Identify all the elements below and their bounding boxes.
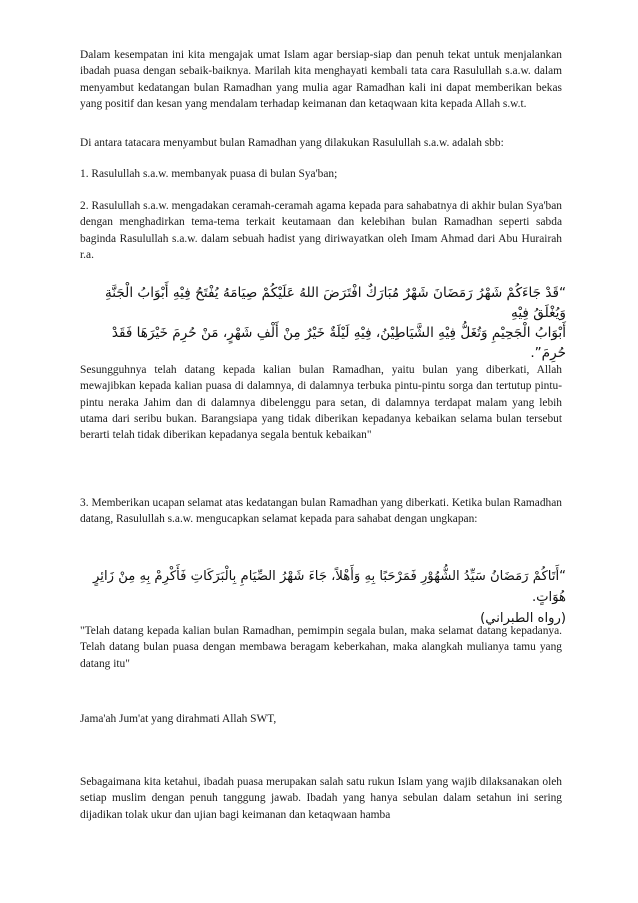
point-1: 1. Rasulullah s.a.w. membanyak puasa di bulan Sya'ban; xyxy=(80,168,338,180)
hadith-arabic-line-2: أَبْوَابُ الْجَحِيْمِ وَتُغَلُّ فِيْهِ الشَّيَاطِيْنُ، فِيْهِ لَيْلَةٌ خَيْرٌ مِنْ أَلْفِ شَهْرٍ، مَنْ حُرِمَ خَيْرَهَا فَقَدْ حُرِمَ”. xyxy=(111,325,566,361)
greeting-arabic-line-1: “أَتَاكُمْ رَمَضَانُ سَيِّدُ الشُّهُوْرِ فَمَرْحَبًا بِهِ وَأَهْلاً، جَاءَ شَهْرُ الصِّيَامِ بِالْبَرَكَاتِ فَأَكْرِمْ بِهِ مِنْ زَائِرٍ هُوَاتٍ. xyxy=(93,569,566,605)
greeting-arabic-line-2: (رواه الطبراني) xyxy=(480,611,566,626)
hadith-arabic xyxy=(80,283,566,363)
point-3: 3. Memberikan ucapan selamat atas kedatangan bulan Ramadhan yang diberkati. Ketika bulan Ramadhan datang, Rasulullah s.a.w. mengucapkan selamat kepada para sahabat dengan ungkapan: xyxy=(80,497,562,526)
hadith-translation: Sesungguhnya telah datang kepada kalian bulan Ramadhan, yaitu bulan yang diberkati, Allah mewajibkan kepada kalian puasa di dalamnya, di dalamnya terbuka pintu-pintu sorga dan tertutup pintu-pintu neraka Jahim dan di dalamnya dibelenggu para setan, di dalamnya terdapat malam yang lebih utama dari seribu bukan. Barangsiapa yang tidak diberikan kepadanya kebaikan selama bulan tersebut berarti telah tidak diberikan kepadanya segala bentuk kebaikan" xyxy=(80,364,562,442)
closing-paragraph: Sebagaimana kita ketahui, ibadah puasa merupakan salah satu rukun Islam yang wajib dilaksanakan oleh setiap muslim dengan penuh tanggung jawab. Ibadah yang hanya sebulan dalam setahun ini sering dijadikan tolak ukur dan ujian bagi keimanan dan ketaqwaan hamba xyxy=(80,776,562,821)
intro-paragraph: Dalam kesempatan ini kita mengajak umat Islam agar bersiap-siap dan penuh tekat untuk menjalankan ibadah puasa dengan sebaik-baiknya. Marilah kita menghayati kembali tata cara Rasulullah s.a.w. dalam menyambut kedatangan bulan Ramadhan yang mulia agar Ramadhan kali ini dapat memberikan bekas yang positif dan kesan yang mendalam terhadap keimanan dan ketaqwaan kita kepada Allah s.w.t. xyxy=(80,49,562,110)
greeting-arabic xyxy=(80,566,566,629)
point-2: 2. Rasulullah s.a.w. mengadakan ceramah-ceramah agama kepada para sahabatnya di akhir bulan Sya'ban dengan menghadirkan tema-tema terkait keutamaan dan kelebihan bulan Ramadhan seperti sabda baginda Rasulullah s.a.w. dalam sebuah hadist yang diriwayatkan oleh Imam Ahmad dari Abu Hurairah r.a. xyxy=(80,200,562,261)
hadith-arabic-line-1: “قَدْ جَاءَكُمْ شَهْرُ رَمَضَانَ شَهْرٌ مُبَارَكٌ افْتَرَضَ اللهُ عَلَيْكُمْ صِيَامَهُ يُفْتَحُ فِيْهِ أَبْوَابُ الْجَنَّةِ وَيُغْلَقُ فِيْهِ xyxy=(105,285,566,321)
congregation-address: Jama'ah Jum'at yang dirahmati Allah SWT, xyxy=(80,713,277,725)
tatacara-intro: Di antara tatacara menyambut bulan Ramadhan yang dilakukan Rasulullah s.a.w. adalah sbb: xyxy=(80,137,504,149)
greeting-translation: "Telah datang kepada kalian bulan Ramadhan, pemimpin segala bulan, maka selamat datang kepadanya. Telah datang bulan puasa dengan membawa beragam keberkahan, maka alangkah mulianya tamu yang datang itu" xyxy=(80,625,562,670)
